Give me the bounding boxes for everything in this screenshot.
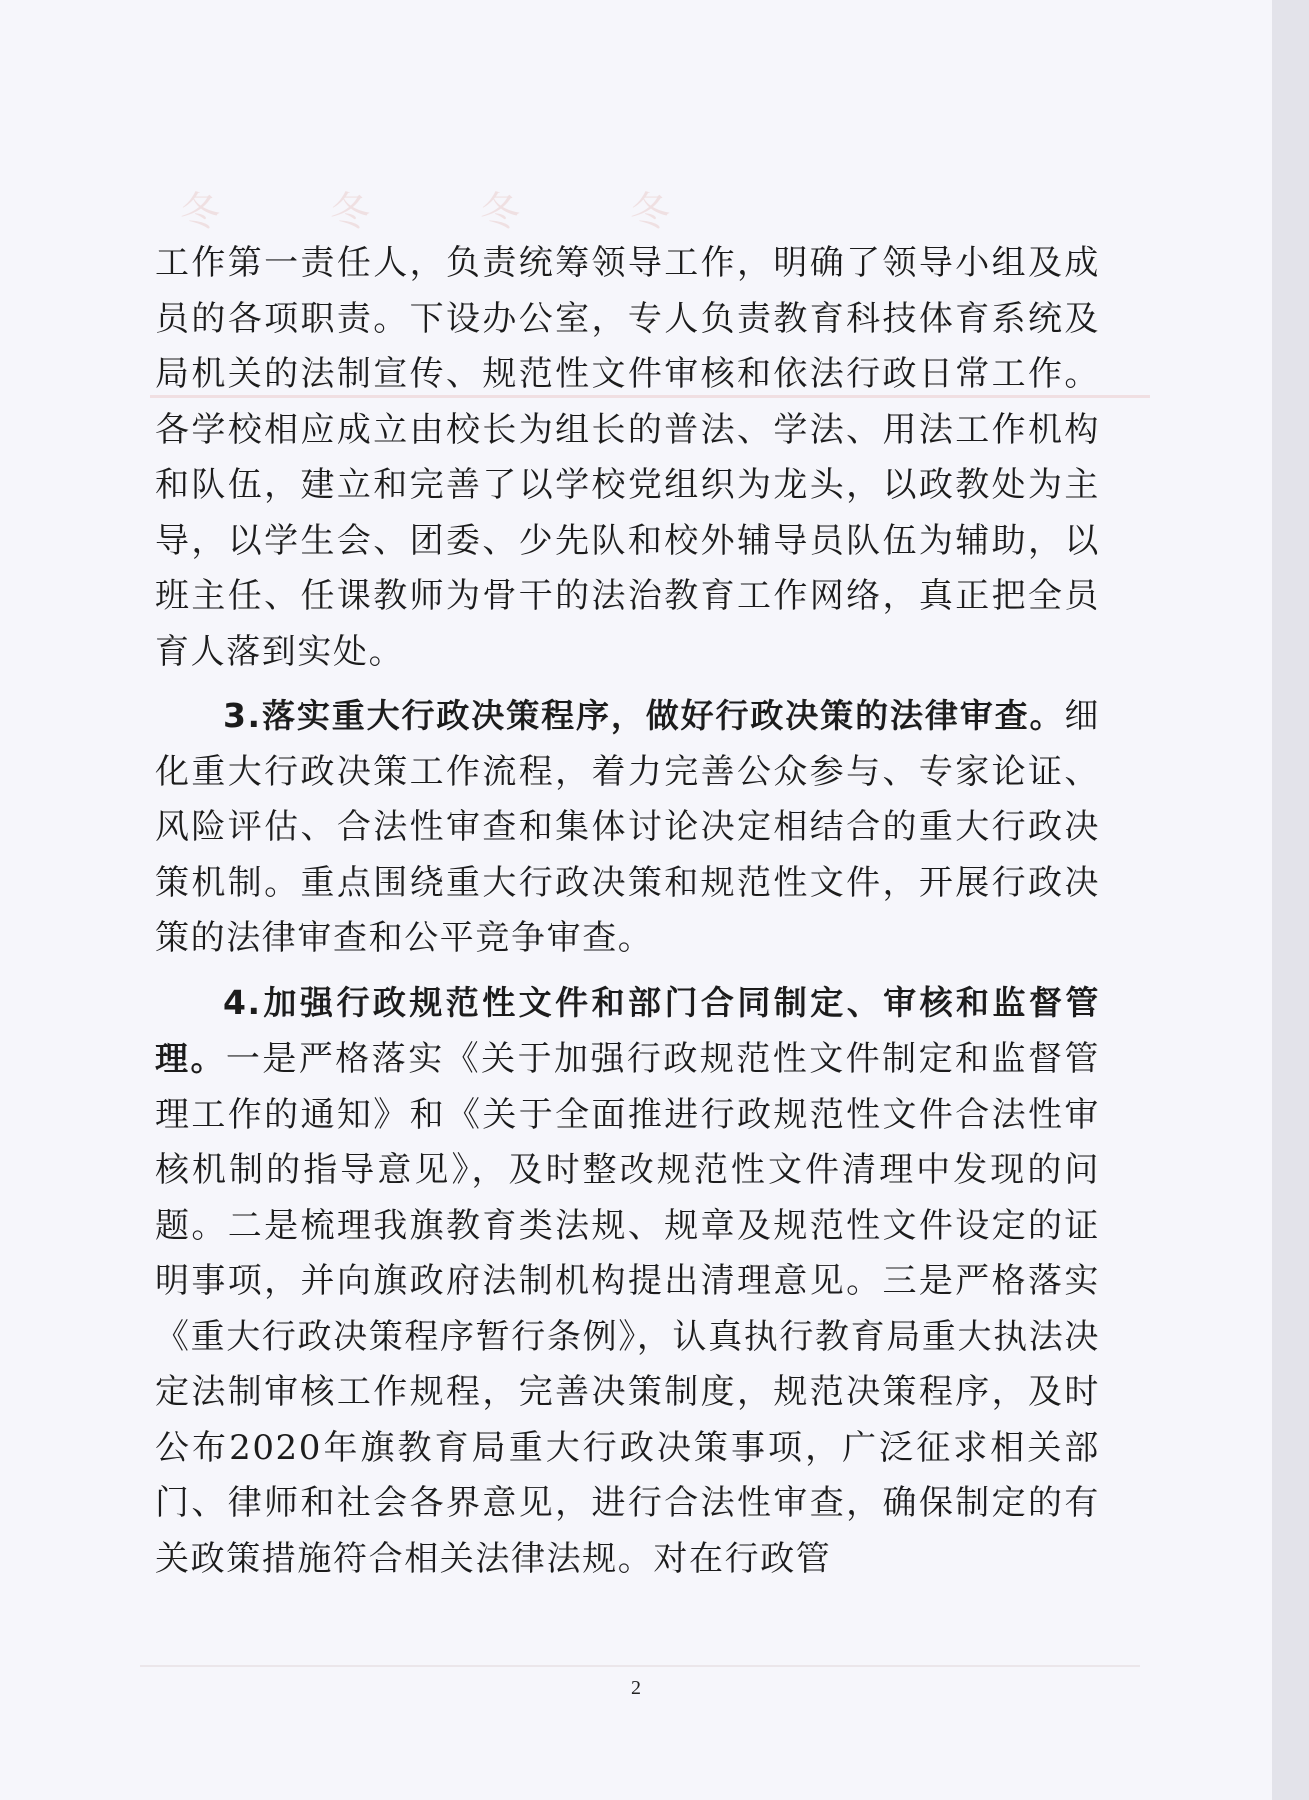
paragraph-1-text: 工作第一责任人，负责统筹领导工作，明确了领导小组及成员的各项职责。下设办公室，专人负责教育科技体育系统及局机关的法制宣传、规范性文件审核和依法行政日常工作。各学校相应成立由校长为组长的普法、学法、用法工作机构和队伍，建立和完善了以学校党组织为龙头，以政教处为主导，以学生会、团委、少先队和校外辅导员队伍为辅助，以班主任、任课教师为骨干的法治教育工作网络，真正把全员育人落到实处。 <box>155 243 1100 672</box>
paragraph-3-text: 一是严格落实《关于加强行政规范性文件制定和监督管理工作的通知》和《关于全面推进行政规范性文件合法性审核机制的指导意见》，及时整改规范性文件清理中发现的问题。二是梳理我旗教育类法规、规章及规范性文件设定的证明事项，并向旗政府法制机构提出清理意见。三是严格落实《重大行政决策程序暂行条例》，认真执行教育局重大执法决定法制审核工作规程，完善决策制度，规范决策程序，及时公布2020年旗教育局重大行政决策事项，广泛征求相关部门、律师和社会各界意见，进行合法性审查，确保制定的有关政策措施符合相关法律法规。对在行政管 <box>155 1039 1100 1579</box>
page-number: 2 <box>631 1677 641 1699</box>
paragraph-1 <box>155 236 1100 680</box>
paragraph-3-heading: 4.加强行政规范性文件和部门合同制定、审核和监督管理。 <box>155 982 1100 1078</box>
paragraph-2 <box>155 688 1100 967</box>
scan-edge <box>1272 0 1309 1800</box>
paragraph-2-heading: 3.落实重大行政决策程序，做好行政决策的法律审查。 <box>223 696 1065 735</box>
footer-rule <box>140 1665 1140 1667</box>
paragraph-2-text: 细化重大行政决策工作流程，着力完善公众参与、专家论证、风险评估、合法性审查和集体讨论决定相结合的重大行政决策机制。重点围绕重大行政决策和规范性文件，开展行政决策的法律审查和公平竞争审查。 <box>155 696 1100 958</box>
body-text <box>155 236 1100 1587</box>
show-through-ornament: 冬冬冬冬 <box>180 189 780 235</box>
paragraph-3 <box>155 975 1100 1588</box>
